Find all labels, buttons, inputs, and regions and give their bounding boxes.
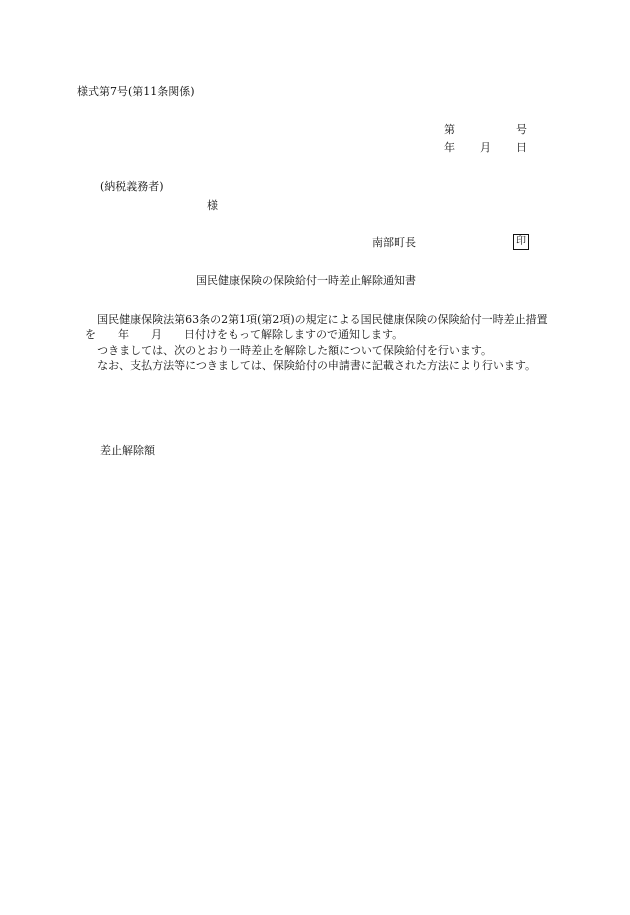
document-number-suffix: 号 xyxy=(516,123,527,136)
body-p1-month: 月 xyxy=(151,328,162,342)
release-amount-label: 差止解除額 xyxy=(100,444,155,457)
notice-body xyxy=(85,312,555,374)
seal-box: 印 xyxy=(513,234,529,250)
body-p1-end: 日付けをもって解除しますので通知します。 xyxy=(184,328,404,342)
date-year: 年 xyxy=(444,141,455,154)
body-p1-year: 年 xyxy=(118,328,129,342)
body-p1-start: 国民健康保険法第63条の2第1項(第2項)の規定による国民健康保険の保険給付一時差止措置を xyxy=(85,313,548,342)
date-day: 日 xyxy=(516,141,527,154)
addressee-honorific: 様 xyxy=(207,199,218,212)
form-number: 様式第7号(第11条関係) xyxy=(77,85,195,98)
addressee-label: (納税義務者) xyxy=(100,180,164,193)
date-month: 月 xyxy=(480,141,491,154)
body-paragraph-3: なお、支払方法等につきましては、保険給付の申請書に記載された方法により行います。 xyxy=(97,359,536,373)
issuer-name: 南部町長 xyxy=(372,236,416,249)
document-title: 国民健康保険の保険給付一時差止解除通知書 xyxy=(196,274,416,287)
body-paragraph-2: つきましては、次のとおり一時差止を解除した額について保険給付を行います。 xyxy=(97,343,492,357)
body-paragraph-1 xyxy=(85,312,555,343)
document-number-prefix: 第 xyxy=(444,123,455,136)
